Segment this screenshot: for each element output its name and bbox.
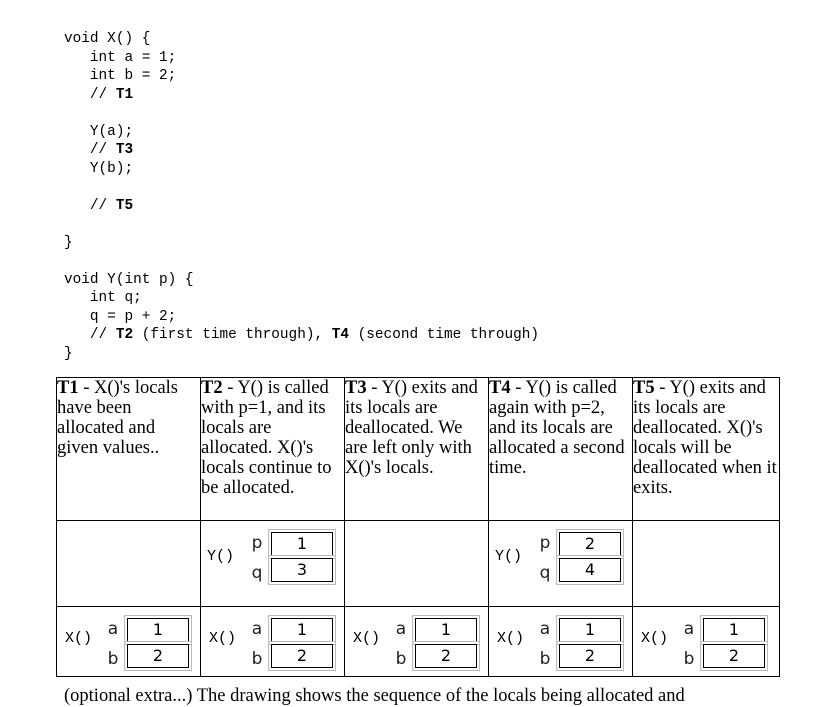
x-frame <box>633 607 779 676</box>
y-frame-label: Y() <box>207 548 235 565</box>
x-frame-cell <box>489 607 633 677</box>
code-text: (first time through), <box>133 327 332 343</box>
variable-name: b <box>251 649 263 669</box>
x-frame-label: X() <box>209 630 237 647</box>
y-frame-label: Y() <box>495 548 523 565</box>
code-listing <box>64 30 539 363</box>
x-frame <box>489 607 632 676</box>
variable-value-box: 2 <box>559 532 621 556</box>
x-frame-label: X() <box>65 630 93 647</box>
y-frame-cell <box>633 521 780 607</box>
y-frame-row <box>57 521 780 607</box>
code-line <box>64 50 176 66</box>
code-text: // <box>64 142 116 158</box>
variable-value-box: 1 <box>703 618 765 642</box>
variable-value-box: 1 <box>271 618 333 642</box>
description-row <box>57 378 780 521</box>
variable-value-box: 4 <box>559 558 621 582</box>
x-frame-cell <box>633 607 780 677</box>
code-text: int a = 1; <box>64 49 177 66</box>
step-description-t3 <box>345 378 489 521</box>
code-text: } <box>64 345 73 362</box>
code-line <box>64 68 176 84</box>
code-line <box>64 346 73 362</box>
variable-name: b <box>539 649 551 669</box>
variable-name: b <box>107 649 119 669</box>
variable-name: a <box>107 619 119 639</box>
code-line <box>64 327 539 343</box>
step-label: T4 <box>489 378 511 398</box>
step-label: T1 <box>57 378 79 398</box>
x-frame-label: X() <box>641 630 669 647</box>
code-line <box>64 87 133 103</box>
code-text: q = p + 2; <box>64 308 177 325</box>
code-marker: T1 <box>115 86 134 103</box>
step-description-t5 <box>633 378 780 521</box>
variable-value-box: 2 <box>415 644 477 668</box>
variable-name: b <box>683 649 695 669</box>
x-frame-cell <box>345 607 489 677</box>
x-frame <box>345 607 488 676</box>
variable-value-box: 1 <box>415 618 477 642</box>
step-text: - X()'s locals have been allocated and given values.. <box>57 378 178 458</box>
y-frame-cell <box>345 521 489 607</box>
variable-value-box: 1 <box>127 618 189 642</box>
variable-name: q <box>539 563 551 583</box>
variable-name: p <box>539 533 551 553</box>
code-marker: T3 <box>115 142 134 158</box>
code-line <box>64 124 133 140</box>
code-text: // <box>64 86 116 103</box>
step-label: T2 <box>201 378 223 398</box>
variable-name: a <box>395 619 407 639</box>
y-frame <box>345 521 488 606</box>
code-text: int b = 2; <box>64 68 177 84</box>
variable-name: q <box>251 563 263 583</box>
x-frame-label: X() <box>353 630 381 647</box>
y-frame <box>201 521 344 606</box>
code-marker: T2 <box>115 327 134 343</box>
variable-name: a <box>251 619 263 639</box>
y-frame-cell <box>489 521 633 607</box>
step-text: - Y() exits and its locals are deallocated. X()'s locals will be deallocated when it exits. <box>633 378 777 498</box>
code-text: int q; <box>64 290 142 306</box>
step-description-t2 <box>201 378 345 521</box>
stack-frames-table <box>56 377 780 677</box>
code-line <box>64 161 133 177</box>
step-text: - Y() is called again with p=2, and its locals are allocated a second time. <box>489 378 625 478</box>
variable-value-box: 1 <box>271 532 333 556</box>
step-description-t4 <box>489 378 633 521</box>
x-frame-label: X() <box>497 630 525 647</box>
y-frame <box>57 521 200 606</box>
x-frame <box>57 607 200 676</box>
variable-value-box: 2 <box>127 644 189 668</box>
y-frame <box>489 521 632 606</box>
code-line <box>64 235 73 251</box>
code-text: // <box>64 197 116 214</box>
variable-name: a <box>539 619 551 639</box>
code-line <box>64 290 142 306</box>
x-frame-cell <box>57 607 201 677</box>
variable-value-box: 1 <box>559 618 621 642</box>
code-marker: T5 <box>115 197 134 214</box>
variable-value-box: 3 <box>271 558 333 582</box>
y-frame-cell <box>201 521 345 607</box>
code-text: (second time through) <box>349 327 540 343</box>
y-frame <box>633 521 779 606</box>
step-text: - Y() is called with p=1, and its locals are allocated. X()'s locals continue to be allocated. <box>201 378 332 498</box>
step-label: T5 <box>633 378 655 398</box>
variable-name: a <box>683 619 695 639</box>
variable-name: p <box>251 533 263 553</box>
variable-value-box: 2 <box>271 644 333 668</box>
code-text: // <box>64 327 116 343</box>
variable-value-box: 2 <box>559 644 621 668</box>
x-frame-cell <box>201 607 345 677</box>
code-line <box>64 31 150 47</box>
code-text: } <box>64 234 73 251</box>
footer-text: (optional extra...) The drawing shows the sequence of the locals being allocated and <box>64 686 685 706</box>
code-line <box>64 309 176 325</box>
x-frame-row <box>57 607 780 677</box>
step-text: - Y() exits and its locals are deallocated. We are left only with X()'s locals. <box>345 378 478 478</box>
code-marker: T4 <box>331 327 350 343</box>
variable-value-box: 2 <box>703 644 765 668</box>
code-text: Y(b); <box>64 160 134 177</box>
code-line <box>64 198 133 214</box>
code-text: void Y(int p) { <box>64 271 194 288</box>
step-description-t1 <box>57 378 201 521</box>
step-label: T3 <box>345 378 367 398</box>
x-frame <box>201 607 344 676</box>
code-line <box>64 272 194 288</box>
code-line <box>64 142 133 158</box>
y-frame-cell <box>57 521 201 607</box>
code-text: Y(a); <box>64 123 134 140</box>
code-text: void X() { <box>64 31 151 47</box>
variable-name: b <box>395 649 407 669</box>
